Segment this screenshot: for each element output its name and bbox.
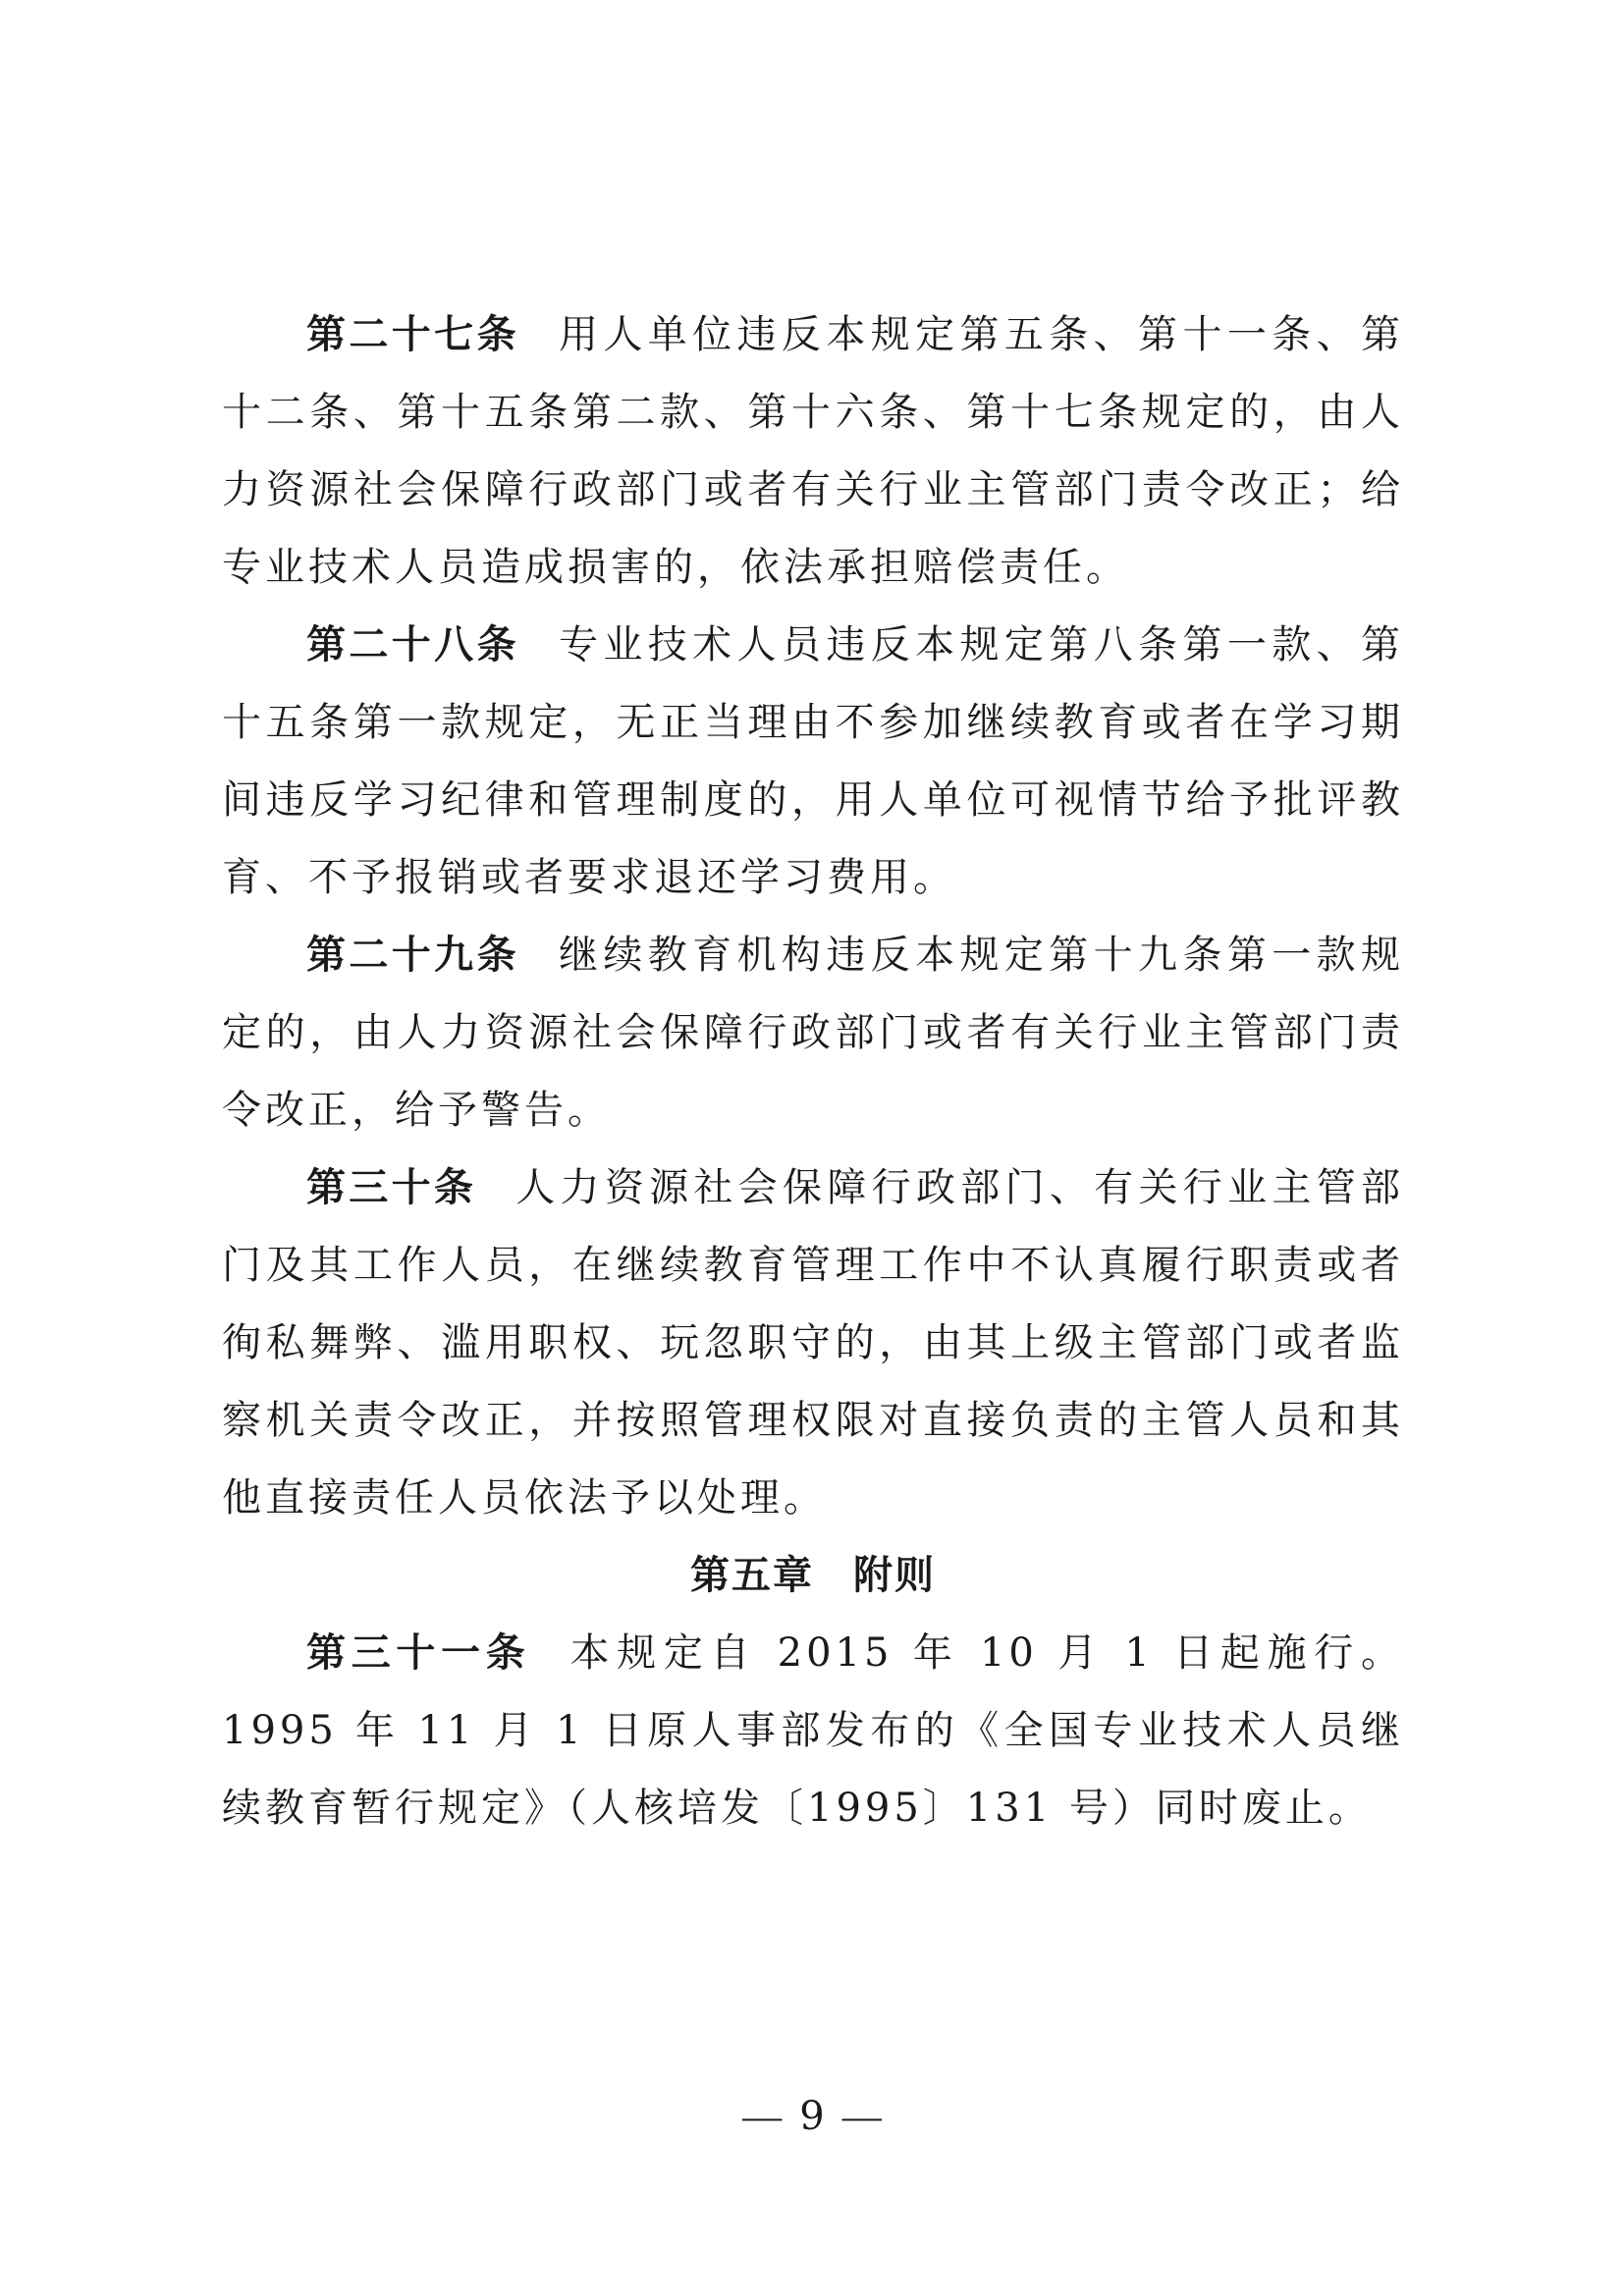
chapter-heading bbox=[222, 1537, 1404, 1615]
page-number bbox=[0, 2089, 1624, 2144]
article-31 bbox=[222, 1615, 1404, 1847]
article-29 bbox=[222, 917, 1404, 1149]
page-number-dash-left: — bbox=[742, 2094, 783, 2138]
article-28 bbox=[222, 607, 1404, 917]
article-text: 继续教育机构违反本规定第十九条第一款规定的，由人力资源社会保障行政部门或者有关行业主管部门责令改正，给予警告。 bbox=[222, 933, 1405, 1133]
article-heading: 第二十七条 bbox=[306, 312, 519, 357]
page-number-dash-right: — bbox=[841, 2094, 882, 2138]
article-30 bbox=[222, 1149, 1404, 1537]
article-text: 本规定自 2015 年 10 月 1 日起施行。1995 年 11 月 1 日原人事部发布的《全国专业技术人员继续教育暂行规定》（人核培发〔1995〕131 号）同时废止。 bbox=[222, 1630, 1404, 1831]
article-text: 人力资源社会保障行政部门、有关行业主管部门及其工作人员，在继续教育管理工作中不认真履行职责或者徇私舞弊、滥用职权、玩忽职守的，由其上级主管部门或者监察机关责令改正，并按照管理权限对直接负责的主管人员和其他直接责任人员依法予以处理。 bbox=[222, 1165, 1405, 1521]
article-heading: 第二十九条 bbox=[306, 933, 519, 978]
document-body bbox=[222, 296, 1404, 1847]
chapter-title: 附则 bbox=[853, 1553, 936, 1598]
article-heading: 第三十条 bbox=[306, 1165, 477, 1210]
article-text: 专业技术人员违反本规定第八条第一款、第十五条第一款规定，无正当理由不参加继续教育或者在学习期间违反学习纪律和管理制度的，用人单位可视情节给予批评教育、不予报销或者要求退还学习费用。 bbox=[222, 622, 1405, 900]
article-27 bbox=[222, 296, 1404, 607]
article-heading: 第二十八条 bbox=[306, 622, 519, 667]
page-number-value: 9 bbox=[799, 2094, 825, 2139]
chapter-number: 第五章 bbox=[690, 1553, 814, 1598]
article-text: 用人单位违反本规定第五条、第十一条、第十二条、第十五条第二款、第十六条、第十七条规定的，由人力资源社会保障行政部门或者有关行业主管部门责令改正；给专业技术人员造成损害的，依法承担赔偿责任。 bbox=[222, 312, 1405, 590]
article-heading: 第三十一条 bbox=[306, 1630, 531, 1676]
